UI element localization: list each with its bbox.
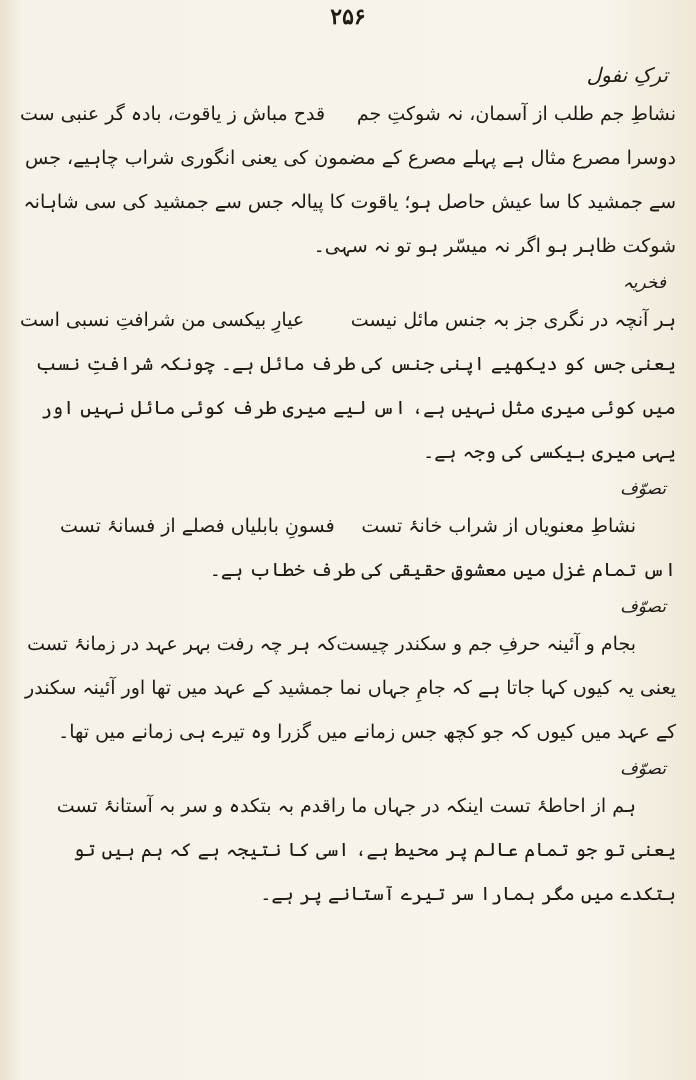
- couplet-1-first-misra: نشاطِ جم طلب از آسمان، نہ شوکتِ جم: [356, 103, 676, 125]
- section-title: ترکِ نفول: [586, 63, 668, 87]
- couplet-2-first-misra: ہر آنچہ در نگری جز بہ جنس مائل نیست: [350, 309, 676, 331]
- couplet-1-second-misra: قدح مباش ز یاقوت، بادہ گر عنبی ست: [20, 103, 326, 125]
- label-tasawwuf-2: تصوّف: [620, 597, 666, 617]
- label-tasawwuf-1: تصوّف: [620, 479, 666, 499]
- page-body: [20, 60, 676, 916]
- couplet-2-second-misra: عیارِ بیکسی من شرافتِ نسبی است: [20, 309, 305, 331]
- commentary-3: [20, 548, 676, 592]
- couplet-4-first-misra: بجام و آئینہ حرفِ جم و سکندر چیست: [336, 633, 636, 655]
- commentary-1-text: دوسرا مصرع مثال ہے پہلے مصرع کے مضمون کی یعنی انگوری شراب چاہیے، جس سے جمشید کا سا عیش حاصل ہو؛ یاقوت کا پیالہ جس سے جمشید کی سی شاہانہ شوکت ظاہر ہو اگر نہ میسّر ہو تو نہ سہی۔: [23, 147, 676, 257]
- commentary-1: [20, 136, 676, 268]
- page-number: ۲۵۶: [330, 4, 366, 30]
- commentary-4-text: یعنی یہ کیوں کہا جاتا ہے کہ جامِ جہاں نما جمشید کے عہد میں تھا اور آئینہ سکندر کے عہد میں کیوں کہ جو کچھ جس زمانے میں گزرا وہ تیرے ہی زمانے میں تھا۔: [25, 677, 676, 743]
- commentary-4: [20, 666, 676, 754]
- commentary-2: [20, 342, 676, 474]
- commentary-2-text: یعنی جس کو دیکھیے اپنی جنس کی طرف مائل ہے۔ چونکہ شرافتِ نسب میں کوئی میری مثل نہیں ہے، اس لیے میری طرف کوئی مائل نہیں اور یہی میری بیکسی کی وجہ ہے۔: [35, 353, 676, 463]
- commentary-5-text: یعنی تو جو تمام عالم پر محیط ہے، اسی کا نتیجہ ہے کہ ہم ہیں تو بتکدے میں مگر ہمارا سر تیرے آستانے پر ہے۔: [73, 839, 676, 905]
- couplet-4: [20, 622, 676, 666]
- couplet-3-second-misra: فسونِ بابلیاں فصلے از فسانۂ تست: [60, 515, 335, 537]
- commentary-3-text: اس تمام غزل میں معشوقِ حقیقی کی طرف خطاب ہے۔: [209, 559, 676, 581]
- couplet-2: [20, 298, 676, 342]
- couplet-5-second-misra: قدم بہ بتکدہ و سر بہ آستانۂ تست: [56, 795, 331, 817]
- label-fakhriya: فخریہ: [622, 273, 666, 293]
- couplet-5-first-misra: ہم از احاطۂ تست اینکہ در جہاں ما را: [330, 795, 636, 817]
- couplet-1: [20, 92, 676, 136]
- commentary-5: [20, 828, 676, 916]
- couplet-5: [20, 784, 676, 828]
- couplet-3: [20, 504, 676, 548]
- label-tasawwuf-3: تصوّف: [620, 759, 666, 779]
- couplet-4-second-misra: کہ ہر چہ رفت بہر عہد در زمانۂ تست: [27, 633, 337, 655]
- couplet-3-first-misra: نشاطِ معنویاں از شراب خانۂ تست: [361, 515, 636, 537]
